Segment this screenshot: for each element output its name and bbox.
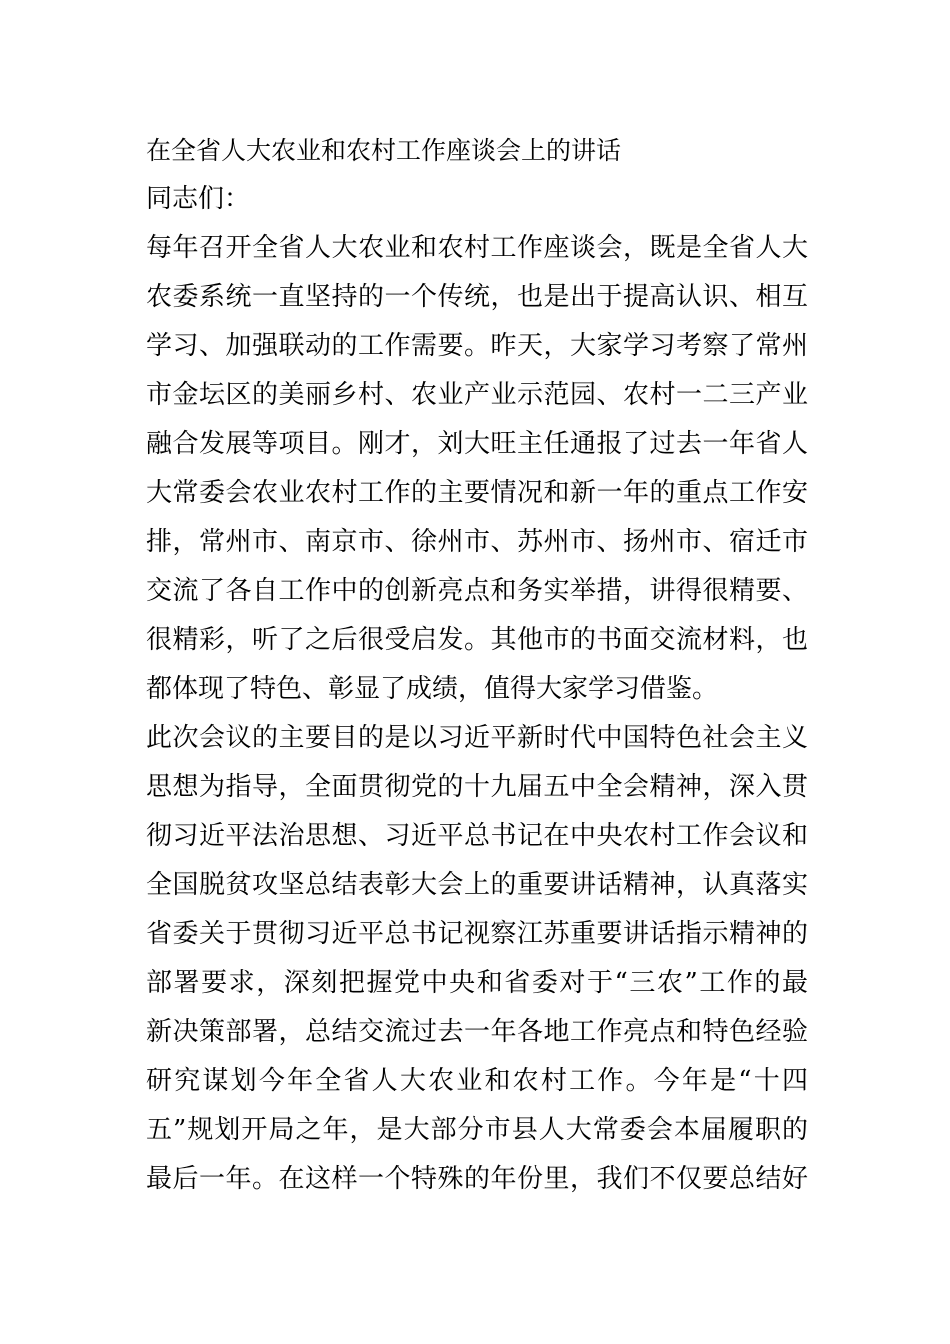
paragraph-line: 彻习近平法治思想、习近平总书记在中央农村工作会议和 [146,821,808,851]
paragraph-1 [146,224,808,714]
paragraph-line: 农委系统一直坚持的一个传统，也是出于提高认识、相互 [146,282,808,312]
paragraph-line: 大常委会农业农村工作的主要情况和新一年的重点工作安 [146,478,808,508]
paragraph-line: 省委关于贯彻习近平总书记视察江苏重要讲话指示精神的 [146,919,808,949]
paragraph-line: 最后一年。在这样一个特殊的年份里，我们不仅要总结好 [146,1164,808,1194]
paragraph-line: 市金坛区的美丽乡村、农业产业示范园、农村一二三产业 [146,380,808,410]
paragraph-line: 全国脱贫攻坚总结表彰大会上的重要讲话精神，认真落实 [146,870,808,900]
document-title: 在全省人大农业和农村工作座谈会上的讲话 [146,136,622,165]
paragraph-line: 交流了各自工作中的创新亮点和务实举措，讲得很精要、 [146,576,808,606]
paragraph-line: 新决策部署，总结交流过去一年各地工作亮点和特色经验 [146,1017,808,1047]
paragraph-line: 每年召开全省人大农业和农村工作座谈会，既是全省人大 [146,233,808,263]
paragraph-line: 部署要求，深刻把握党中央和省委对于“三农”工作的最 [146,968,808,998]
paragraph-line: 融合发展等项目。刚才，刘大旺主任通报了过去一年省人 [146,429,808,459]
paragraph-line: 学习、加强联动的工作需要。昨天，大家学习考察了常州 [146,331,808,361]
paragraph-2 [146,714,808,1204]
paragraph-line: 思想为指导，全面贯彻党的十九届五中全会精神，深入贯 [146,772,808,802]
paragraph-line: 五”规划开局之年，是大部分市县人大常委会本届履职的 [146,1115,808,1145]
paragraph-line: 排，常州市、南京市、徐州市、苏州市、扬州市、宿迁市 [146,527,808,557]
salutation: 同志们： [146,184,251,214]
document-body [146,126,808,1204]
paragraph-line: 很精彩，听了之后很受启发。其他市的书面交流材料，也 [146,625,808,655]
paragraph-line: 此次会议的主要目的是以习近平新时代中国特色社会主义 [146,723,808,753]
paragraph-line: 研究谋划今年全省人大农业和农村工作。今年是“十四 [146,1066,808,1096]
paragraph-line: 都体现了特色、彰显了成绩，值得大家学习借鉴。 [146,674,719,704]
